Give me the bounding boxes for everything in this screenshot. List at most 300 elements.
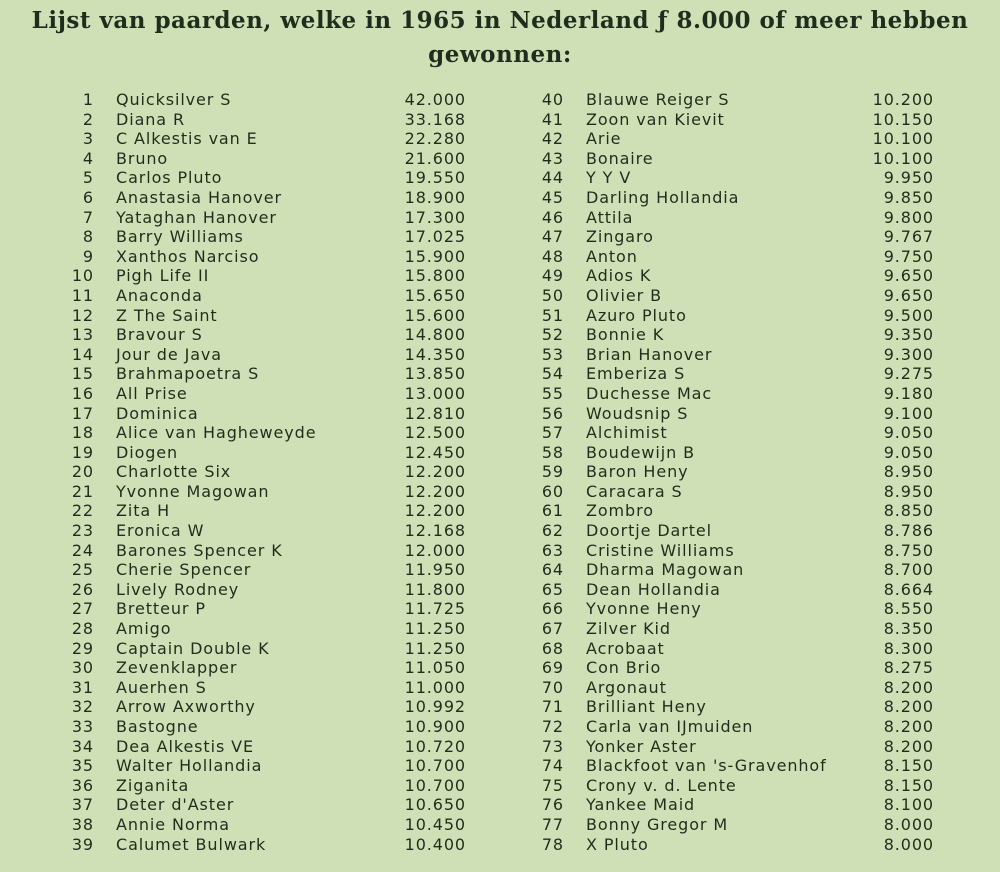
horse-name: Dea Alkestis VE xyxy=(116,736,255,756)
horse-name: Diana R xyxy=(116,109,186,129)
list-item xyxy=(66,364,466,384)
list-item xyxy=(66,541,466,561)
rank-number: 34 xyxy=(71,736,94,756)
horse-name: Carlos Pluto xyxy=(116,168,223,188)
rank-number: 72 xyxy=(541,717,564,736)
winnings-amount: 12.200 xyxy=(404,462,466,482)
list-item xyxy=(66,110,466,130)
rank-number: 40 xyxy=(541,90,564,109)
rank-number: 4 xyxy=(82,148,94,168)
list-item xyxy=(536,835,934,855)
rank-number: 41 xyxy=(541,109,564,129)
list-item xyxy=(66,678,466,698)
horse-name: X Pluto xyxy=(586,834,649,854)
rank-number: 66 xyxy=(541,599,564,619)
list-item xyxy=(536,286,934,306)
winnings-amount: 12.000 xyxy=(404,540,466,560)
list-item xyxy=(66,795,466,815)
horse-name: Bretteur P xyxy=(116,599,206,619)
winnings-amount: 8.000 xyxy=(883,834,934,854)
list-item xyxy=(536,795,934,815)
horse-name: Crony v. d. Lente xyxy=(586,775,737,795)
horse-name: Acrobaat xyxy=(586,638,665,658)
list-item xyxy=(536,345,934,365)
winnings-amount: 13.850 xyxy=(404,364,466,384)
list-item xyxy=(536,560,934,580)
winnings-amount: 12.500 xyxy=(404,423,466,443)
rank-number: 55 xyxy=(541,383,564,403)
rank-number: 5 xyxy=(82,168,94,188)
horse-name: Z The Saint xyxy=(116,305,218,325)
list-item xyxy=(66,815,466,835)
horse-name: Woudsnip S xyxy=(586,403,689,423)
winnings-amount: 8.664 xyxy=(883,579,934,599)
winnings-amount: 8.150 xyxy=(883,775,934,795)
rank-number: 36 xyxy=(71,775,94,795)
horse-name: Olivier B xyxy=(586,285,662,305)
list-item xyxy=(536,541,934,561)
rank-number: 48 xyxy=(541,246,564,266)
rank-number: 74 xyxy=(541,756,564,776)
winnings-amount: 9.767 xyxy=(883,227,934,247)
horse-name: Cristine Williams xyxy=(586,540,735,560)
horse-name: Alchimist xyxy=(586,423,668,443)
list-item xyxy=(536,90,934,110)
horse-name: Zingaro xyxy=(586,227,654,247)
horse-name: Cherie Spencer xyxy=(116,560,252,580)
rank-number: 18 xyxy=(71,423,94,443)
rank-number: 45 xyxy=(541,187,564,207)
rank-number: 3 xyxy=(82,129,94,149)
rank-number: 28 xyxy=(71,619,94,639)
horse-name: Barry Williams xyxy=(116,227,244,247)
winnings-amount: 10.100 xyxy=(872,148,934,168)
rank-number: 43 xyxy=(541,148,564,168)
rank-number: 24 xyxy=(71,540,94,560)
list-item xyxy=(66,737,466,757)
winnings-amount: 8.350 xyxy=(883,619,934,639)
list-item xyxy=(66,776,466,796)
rank-number: 47 xyxy=(541,227,564,247)
list-item xyxy=(536,599,934,619)
rank-number: 19 xyxy=(71,442,94,462)
list-item xyxy=(536,208,934,228)
winnings-amount: 8.700 xyxy=(883,560,934,580)
winnings-amount: 11.050 xyxy=(404,658,466,678)
winnings-amount: 10.992 xyxy=(404,697,466,717)
winnings-amount: 9.300 xyxy=(883,344,934,364)
winnings-amount: 9.850 xyxy=(883,187,934,207)
winnings-amount: 11.725 xyxy=(404,599,466,619)
rank-number: 65 xyxy=(541,579,564,599)
horse-name: Bonaire xyxy=(586,148,654,168)
winnings-amount: 11.000 xyxy=(404,677,466,697)
rank-number: 50 xyxy=(541,285,564,305)
winnings-amount: 8.000 xyxy=(883,814,934,834)
list-item xyxy=(66,129,466,149)
horse-name: Zombro xyxy=(586,501,654,521)
list-item xyxy=(536,227,934,247)
rank-number: 15 xyxy=(71,364,94,384)
horse-name: Yvonne Heny xyxy=(586,599,702,619)
rank-number: 59 xyxy=(541,462,564,482)
winnings-amount: 11.250 xyxy=(404,619,466,639)
list-item xyxy=(536,325,934,345)
winnings-amount: 8.300 xyxy=(883,638,934,658)
horse-name: Ziganita xyxy=(116,775,190,795)
horse-name: Yonker Aster xyxy=(586,736,697,756)
list-item xyxy=(536,678,934,698)
rank-number: 25 xyxy=(71,560,94,580)
winnings-amount: 8.850 xyxy=(883,501,934,521)
list-item xyxy=(536,717,934,737)
horse-name: Bastogne xyxy=(116,717,199,736)
list-item xyxy=(536,168,934,188)
winnings-amount: 9.650 xyxy=(883,266,934,286)
horse-name: Jour de Java xyxy=(116,344,222,364)
horse-name: Calumet Bulwark xyxy=(116,834,267,854)
winnings-amount: 12.450 xyxy=(404,442,466,462)
horse-name: Dominica xyxy=(116,403,199,423)
title-line-2: gewonnen: xyxy=(428,41,572,68)
winnings-amount: 13.000 xyxy=(404,383,466,403)
horse-name: Carla van IJmuiden xyxy=(586,717,754,736)
horse-name: Dean Hollandia xyxy=(586,579,721,599)
horse-name: Argonaut xyxy=(586,677,667,697)
horse-name: Eronica W xyxy=(116,521,205,541)
winnings-amount: 15.650 xyxy=(404,285,466,305)
list-item xyxy=(66,208,466,228)
winnings-amount: 9.800 xyxy=(883,207,934,227)
winnings-amount: 10.900 xyxy=(404,717,466,736)
horse-name: Zevenklapper xyxy=(116,658,238,678)
rank-number: 68 xyxy=(541,638,564,658)
list-item xyxy=(66,717,466,737)
list-item xyxy=(66,90,466,110)
winnings-amount: 8.786 xyxy=(883,521,934,541)
rank-number: 23 xyxy=(71,521,94,541)
horse-name: Adios K xyxy=(586,266,652,286)
winnings-amount: 12.200 xyxy=(404,481,466,501)
winnings-amount: 19.550 xyxy=(404,168,466,188)
list-item xyxy=(536,658,934,678)
rank-number: 10 xyxy=(71,266,94,286)
horse-name: Charlotte Six xyxy=(116,462,232,482)
horse-name: Yvonne Magowan xyxy=(116,481,270,501)
horse-name: Darling Hollandia xyxy=(586,187,740,207)
rank-number: 71 xyxy=(541,697,564,717)
horse-name: Doortje Dartel xyxy=(586,521,712,541)
winnings-amount: 10.100 xyxy=(872,129,934,149)
winnings-amount: 9.950 xyxy=(883,168,934,188)
list-item xyxy=(66,227,466,247)
rank-number: 33 xyxy=(71,717,94,736)
rank-number: 58 xyxy=(541,442,564,462)
horse-name: Quicksilver S xyxy=(116,90,232,109)
rank-number: 35 xyxy=(71,756,94,776)
winnings-amount: 9.350 xyxy=(883,325,934,345)
winnings-amount: 8.200 xyxy=(883,717,934,736)
rank-number: 12 xyxy=(71,305,94,325)
horse-name: Attila xyxy=(586,207,634,227)
horse-name: Zita H xyxy=(116,501,171,521)
winnings-amount: 9.050 xyxy=(883,442,934,462)
winnings-amount: 8.200 xyxy=(883,697,934,717)
list-item xyxy=(536,482,934,502)
list-item xyxy=(536,501,934,521)
rank-number: 38 xyxy=(71,814,94,834)
horse-name: Brian Hanover xyxy=(586,344,713,364)
winnings-amount: 10.200 xyxy=(872,90,934,109)
list-item xyxy=(66,639,466,659)
list-item xyxy=(66,404,466,424)
winnings-amount: 8.200 xyxy=(883,736,934,756)
winnings-amount: 9.750 xyxy=(883,246,934,266)
list-item xyxy=(536,443,934,463)
horse-name: Walter Hollandia xyxy=(116,756,263,776)
list-item xyxy=(66,482,466,502)
rank-number: 17 xyxy=(71,403,94,423)
winnings-amount: 9.650 xyxy=(883,285,934,305)
rank-number: 76 xyxy=(541,795,564,815)
horse-name: Alice van Hagheweyde xyxy=(116,423,317,443)
list-item xyxy=(536,639,934,659)
rank-number: 37 xyxy=(71,795,94,815)
horse-name: Zilver Kid xyxy=(586,619,671,639)
horse-name: Lively Rodney xyxy=(116,579,240,599)
winnings-amount: 11.950 xyxy=(404,560,466,580)
winnings-amount: 9.275 xyxy=(883,364,934,384)
list-item xyxy=(536,110,934,130)
horse-name: Brilliant Heny xyxy=(586,697,707,717)
list-item xyxy=(536,521,934,541)
rank-number: 64 xyxy=(541,560,564,580)
horse-name: Captain Double K xyxy=(116,638,270,658)
horse-name: Azuro Pluto xyxy=(586,305,687,325)
list-item xyxy=(536,247,934,267)
horse-name: Yankee Maid xyxy=(586,795,696,815)
horse-name: Yataghan Hanover xyxy=(116,207,277,227)
list-item xyxy=(66,443,466,463)
rank-number: 1 xyxy=(82,90,94,109)
horse-name: Arie xyxy=(586,129,622,149)
winnings-amount: 9.500 xyxy=(883,305,934,325)
horse-name: Brahmapoetra S xyxy=(116,364,260,384)
rank-number: 44 xyxy=(541,168,564,188)
horse-name: Bruno xyxy=(116,148,169,168)
horse-name: Auerhen S xyxy=(116,677,207,697)
title-line-1: Lijst van paarden, welke in 1965 in Nederland ƒ 8.000 of meer hebben xyxy=(31,7,969,34)
winnings-amount: 10.450 xyxy=(404,814,466,834)
winnings-amount: 10.650 xyxy=(404,795,466,815)
winnings-amount: 10.720 xyxy=(404,736,466,756)
horse-name: Caracara S xyxy=(586,481,683,501)
horse-name: Anaconda xyxy=(116,285,203,305)
rank-number: 26 xyxy=(71,579,94,599)
horse-name: Con Brio xyxy=(586,658,662,678)
winnings-amount: 10.400 xyxy=(404,834,466,854)
horse-name: Annie Norma xyxy=(116,814,230,834)
list-item xyxy=(536,776,934,796)
rank-number: 22 xyxy=(71,501,94,521)
rank-number: 7 xyxy=(82,207,94,227)
page-title xyxy=(0,0,1000,72)
winnings-amount: 8.100 xyxy=(883,795,934,815)
rank-number: 49 xyxy=(541,266,564,286)
list-item xyxy=(66,325,466,345)
list-item xyxy=(66,306,466,326)
list-item xyxy=(66,756,466,776)
list-item xyxy=(536,462,934,482)
list-item xyxy=(536,306,934,326)
winnings-amount: 11.800 xyxy=(404,579,466,599)
horse-name: Baron Heny xyxy=(586,462,689,482)
list-item xyxy=(536,364,934,384)
winnings-amount: 15.900 xyxy=(404,246,466,266)
rank-number: 13 xyxy=(71,325,94,345)
winnings-amount: 14.350 xyxy=(404,344,466,364)
list-item xyxy=(66,188,466,208)
left-column xyxy=(66,90,466,854)
list-item xyxy=(536,580,934,600)
rank-number: 9 xyxy=(82,246,94,266)
horse-name: Duchesse Mac xyxy=(586,383,713,403)
horse-name: Y Y V xyxy=(586,168,632,188)
winnings-amount: 8.200 xyxy=(883,677,934,697)
list-item xyxy=(66,168,466,188)
rank-number: 70 xyxy=(541,677,564,697)
winnings-amount: 8.950 xyxy=(883,462,934,482)
winnings-amount: 14.800 xyxy=(404,325,466,345)
list-item xyxy=(66,599,466,619)
horse-name: Dharma Magowan xyxy=(586,560,745,580)
winnings-amount: 10.700 xyxy=(404,775,466,795)
rank-number: 46 xyxy=(541,207,564,227)
rank-number: 78 xyxy=(541,834,564,854)
winnings-amount: 8.275 xyxy=(883,658,934,678)
list-item xyxy=(66,149,466,169)
winnings-amount: 21.600 xyxy=(404,148,466,168)
rank-number: 69 xyxy=(541,658,564,678)
list-item xyxy=(536,129,934,149)
list-item xyxy=(536,404,934,424)
winnings-amount: 12.200 xyxy=(404,501,466,521)
list-item xyxy=(536,697,934,717)
horse-name: Bravour S xyxy=(116,325,203,345)
horse-name: Arrow Axworthy xyxy=(116,697,256,717)
list-item xyxy=(536,423,934,443)
winnings-amount: 8.750 xyxy=(883,540,934,560)
rank-number: 16 xyxy=(71,383,94,403)
list-item xyxy=(536,737,934,757)
winnings-amount: 8.150 xyxy=(883,756,934,776)
horse-name: Bonnie K xyxy=(586,325,665,345)
winnings-amount: 11.250 xyxy=(404,638,466,658)
rank-number: 60 xyxy=(541,481,564,501)
horse-name: C Alkestis van E xyxy=(116,129,258,149)
horse-name: Xanthos Narciso xyxy=(116,246,260,266)
list-item xyxy=(536,756,934,776)
rank-number: 30 xyxy=(71,658,94,678)
list-item xyxy=(66,286,466,306)
horse-name: Anastasia Hanover xyxy=(116,187,282,207)
horse-name: Anton xyxy=(586,246,638,266)
list-item xyxy=(536,266,934,286)
rank-number: 57 xyxy=(541,423,564,443)
rank-number: 63 xyxy=(541,540,564,560)
winnings-amount: 9.050 xyxy=(883,423,934,443)
horse-name: Blauwe Reiger S xyxy=(586,90,730,109)
horse-name: Zoon van Kievit xyxy=(586,109,725,129)
winnings-amount: 12.810 xyxy=(404,403,466,423)
list-item xyxy=(66,697,466,717)
winnings-amount: 33.168 xyxy=(404,109,466,129)
rank-number: 42 xyxy=(541,129,564,149)
list-item xyxy=(66,560,466,580)
list-item xyxy=(66,462,466,482)
horse-name: Blackfoot van 's-Gravenhof xyxy=(586,756,827,776)
list-item xyxy=(536,149,934,169)
rank-number: 75 xyxy=(541,775,564,795)
horse-name: Boudewijn B xyxy=(586,442,695,462)
horse-name: Bonny Gregor M xyxy=(586,814,729,834)
rank-number: 54 xyxy=(541,364,564,384)
rank-number: 8 xyxy=(82,227,94,247)
horse-name: Pigh Life II xyxy=(116,266,210,286)
winnings-amount: 17.025 xyxy=(404,227,466,247)
rank-number: 27 xyxy=(71,599,94,619)
rank-number: 20 xyxy=(71,462,94,482)
winnings-amount: 8.550 xyxy=(883,599,934,619)
rank-number: 56 xyxy=(541,403,564,423)
list-item xyxy=(66,384,466,404)
list-item xyxy=(536,188,934,208)
winnings-amount: 8.950 xyxy=(883,481,934,501)
horse-name: Emberiza S xyxy=(586,364,686,384)
rank-number: 51 xyxy=(541,305,564,325)
list-item xyxy=(66,345,466,365)
winnings-amount: 42.000 xyxy=(404,90,466,109)
list-item xyxy=(66,423,466,443)
winnings-amount: 22.280 xyxy=(404,129,466,149)
list-item xyxy=(66,266,466,286)
horse-name: Deter d'Aster xyxy=(116,795,235,815)
winnings-amount: 15.600 xyxy=(404,305,466,325)
rank-number: 21 xyxy=(71,481,94,501)
rank-number: 62 xyxy=(541,521,564,541)
winnings-amount: 10.150 xyxy=(872,109,934,129)
winnings-amount: 10.700 xyxy=(404,756,466,776)
list-item xyxy=(536,815,934,835)
list-item xyxy=(66,658,466,678)
rank-number: 39 xyxy=(71,834,94,854)
list-item xyxy=(66,247,466,267)
winnings-amount: 12.168 xyxy=(404,521,466,541)
rank-number: 67 xyxy=(541,619,564,639)
winnings-amount: 18.900 xyxy=(404,187,466,207)
rank-number: 31 xyxy=(71,677,94,697)
horse-name: Barones Spencer K xyxy=(116,540,283,560)
rank-number: 77 xyxy=(541,814,564,834)
rank-number: 52 xyxy=(541,325,564,345)
rank-number: 11 xyxy=(71,285,94,305)
rank-number: 53 xyxy=(541,344,564,364)
list-item xyxy=(536,619,934,639)
winnings-amount: 9.180 xyxy=(883,383,934,403)
rank-number: 61 xyxy=(541,501,564,521)
list-item xyxy=(66,835,466,855)
horse-name: Amigo xyxy=(116,619,172,639)
